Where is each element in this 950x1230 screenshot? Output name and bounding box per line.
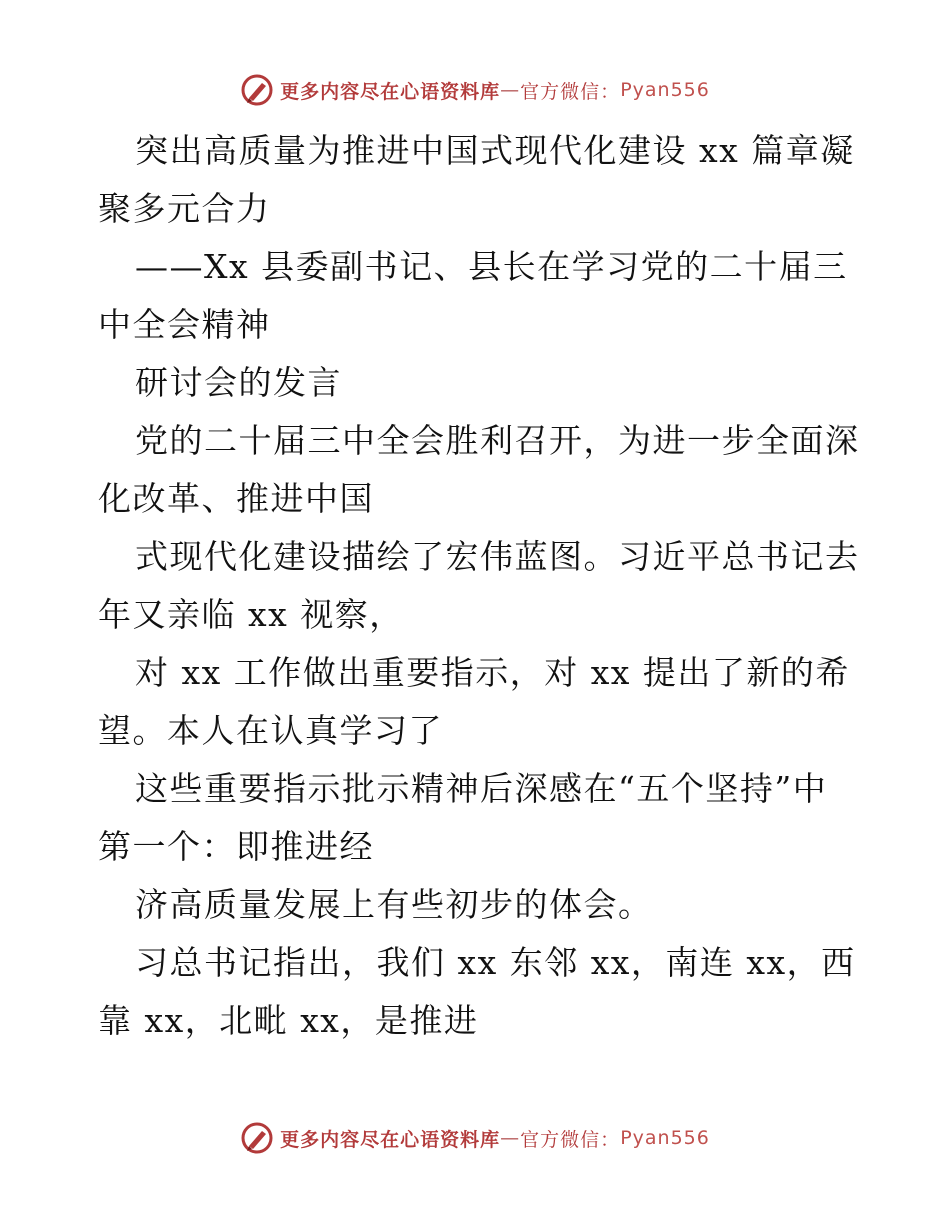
text-line: 这些重要指示批示精神后深感在“五个坚持”中	[135, 769, 828, 808]
header-banner	[0, 70, 950, 110]
footer-banner	[0, 1118, 950, 1158]
banner-wechat-id: Pyan556	[620, 79, 710, 101]
text-line: 习总书记指出，我们 xx 东邻 xx，南连 xx，西	[135, 943, 856, 982]
text-line: 突出高质量为推进中国式现代化建设 xx 篇章凝	[135, 131, 855, 170]
banner-separator: —	[500, 1127, 521, 1149]
pen-logo-icon	[240, 73, 274, 107]
text-line: 靠 xx，北毗 xx，是推进	[98, 1001, 479, 1040]
document-body	[98, 122, 858, 1050]
banner-main-text: 更多内容尽在心语资料库	[280, 80, 501, 103]
text-line: 研讨会的发言	[135, 363, 342, 402]
text-line: 年又亲临 xx 视察，	[98, 595, 404, 634]
banner-wechat-id: Pyan556	[620, 1127, 710, 1149]
text-line: 济高质量发展上有些初步的体会。	[135, 885, 653, 924]
text-line: ——Xx 县委副书记、县长在学习党的二十届三	[135, 247, 848, 286]
text-line: 党的二十届三中全会胜利召开，为进一步全面深	[135, 421, 860, 460]
text-line: 望。本人在认真学习了	[98, 711, 443, 750]
pen-logo-icon	[240, 1121, 274, 1155]
text-line: 中全会精神	[98, 305, 271, 344]
text-line: 第一个：即推进经	[98, 827, 374, 866]
banner-official-label: 官方微信：	[520, 80, 621, 103]
text-line: 化改革、推进中国	[98, 479, 374, 518]
banner-separator: —	[500, 79, 521, 101]
banner-main-text: 更多内容尽在心语资料库	[280, 1128, 501, 1151]
text-line: 式现代化建设描绘了宏伟蓝图。习近平总书记去	[135, 537, 860, 576]
banner-official-label: 官方微信：	[520, 1128, 621, 1151]
text-line: 聚多元合力	[98, 189, 271, 228]
text-line: 对 xx 工作做出重要指示，对 xx 提出了新的希	[135, 653, 850, 692]
